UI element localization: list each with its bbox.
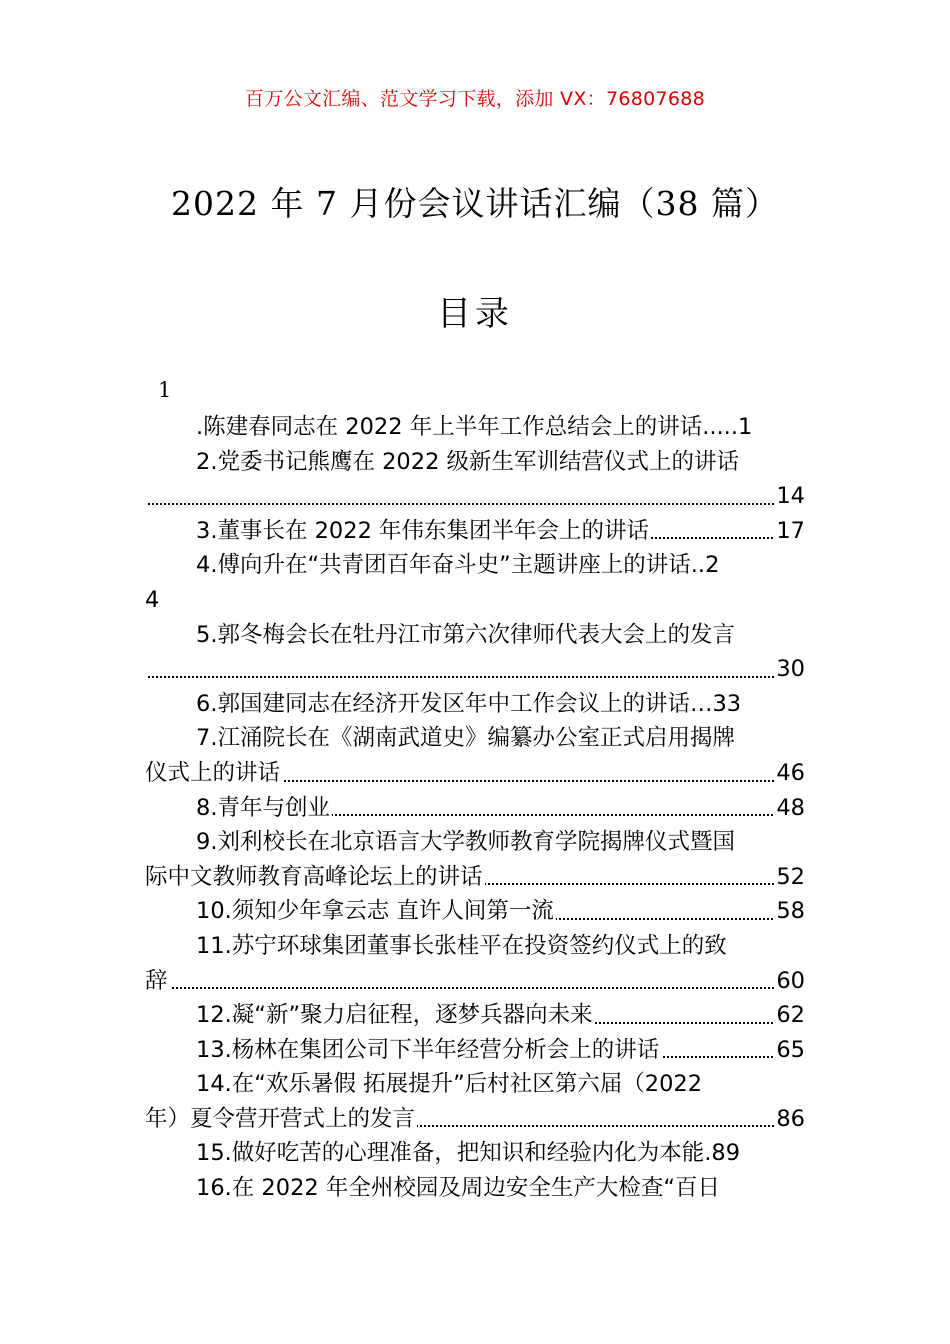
toc-line[interactable] — [145, 929, 805, 964]
toc-entry-label: 16.在 2022 年全州校园及周边安全生产大检查“百日 — [196, 1175, 721, 1202]
toc-entry-label — [145, 656, 147, 682]
toc-heading: 目录 — [437, 294, 513, 334]
toc-entry-label: 4.傅向升在“共青团百年奋斗史”主题讲座上的讲话..2 — [196, 552, 720, 579]
toc-line[interactable] — [145, 514, 805, 549]
toc-entry-page: 62 — [774, 998, 805, 1033]
toc-entry-page: 86 — [774, 1102, 805, 1137]
toc-entry-page: 65 — [774, 1033, 805, 1068]
toc-line[interactable] — [145, 964, 805, 999]
toc-entry-label: .陈建春同志在 2022 年上半年工作总结会上的讲话.....1 — [196, 414, 753, 440]
toc-line[interactable] — [145, 860, 805, 895]
toc-entry-page: 58 — [774, 894, 805, 929]
toc-entry-label: 6.郭国建同志在经济开发区年中工作会议上的讲话…33 — [196, 690, 742, 717]
toc-line[interactable] — [145, 583, 805, 618]
toc-entry-label: 15.做好吃苦的心理准备，把知识和经验内化为本能.89 — [196, 1140, 741, 1167]
toc-line[interactable] — [145, 445, 805, 480]
download-banner: 百万公文汇编、范文学习下载，添加 VX：76807688 — [244, 88, 706, 110]
toc-entry-label: 13.杨林在集团公司下半年经营分析会上的讲话 — [196, 1036, 660, 1063]
toc-line[interactable] — [145, 410, 805, 445]
toc-entry-label: 8.青年与创业 — [196, 794, 330, 821]
toc-line[interactable] — [145, 791, 805, 826]
toc-entry-label: 4 — [145, 586, 160, 613]
toc-entry-label: 际中文教师教育高峰论坛上的讲话 — [145, 863, 483, 890]
toc-entry-page: 30 — [774, 652, 805, 687]
toc-line[interactable] — [145, 1033, 805, 1068]
toc-entry-label: 2.党委书记熊鹰在 2022 级新生军训结营仪式上的讲话 — [196, 448, 740, 475]
toc-entry-label: 3.董事长在 2022 年伟东集团半年会上的讲话 — [196, 517, 650, 544]
toc-line[interactable] — [145, 618, 805, 653]
toc-entry-page: 46 — [774, 756, 805, 791]
toc-entry-page: 48 — [774, 791, 805, 826]
toc-entry-label — [145, 483, 147, 509]
toc-entry-label: 辞 — [145, 967, 168, 994]
toc-entry-label: 7.江涌院长在《湖南武道史》编纂办公室正式启用揭牌 — [196, 725, 735, 752]
toc-line[interactable] — [145, 1136, 805, 1171]
toc-line[interactable] — [145, 894, 805, 929]
table-of-contents — [145, 410, 805, 1206]
toc-line[interactable] — [145, 479, 805, 514]
toc-entry-page: 17 — [774, 514, 805, 549]
toc-entry-label: 14.在“欢乐暑假 拓展提升”后村社区第六届（2022 — [196, 1071, 703, 1098]
document-title: 2022 年 7 月份会议讲话汇编（38 篇） — [171, 184, 779, 223]
toc-entry-label: 11.苏宁环球集团董事长张桂平在投资签约仪式上的致 — [196, 932, 727, 959]
toc-entry-label: 年）夏令营开营式上的发言 — [145, 1105, 416, 1132]
toc-line[interactable] — [145, 1171, 805, 1206]
page-number-mark: 1 — [158, 378, 172, 402]
toc-entry-label: 仪式上的讲话 — [145, 759, 281, 786]
toc-entry-label: 12.凝“新”聚力启征程，逐梦兵器向未来 — [196, 1002, 593, 1029]
toc-entry-page: 60 — [774, 964, 805, 999]
toc-line[interactable] — [145, 756, 805, 791]
toc-line[interactable] — [145, 825, 805, 860]
toc-line[interactable] — [145, 1102, 805, 1137]
toc-entry-page: 52 — [774, 860, 805, 895]
toc-entry-label: 9.刘利校长在北京语言大学教师教育学院揭牌仪式暨国 — [196, 829, 735, 856]
toc-line[interactable] — [145, 652, 805, 687]
toc-line[interactable] — [145, 998, 805, 1033]
toc-entry-label: 10.须知少年拿云志 直许人间第一流 — [196, 898, 554, 925]
toc-line[interactable] — [145, 687, 805, 722]
toc-entry-page: 14 — [774, 479, 805, 514]
toc-line[interactable] — [145, 721, 805, 756]
toc-line[interactable] — [145, 548, 805, 583]
toc-line[interactable] — [145, 1067, 805, 1102]
toc-entry-label: 5.郭冬梅会长在牡丹江市第六次律师代表大会上的发言 — [196, 621, 735, 648]
